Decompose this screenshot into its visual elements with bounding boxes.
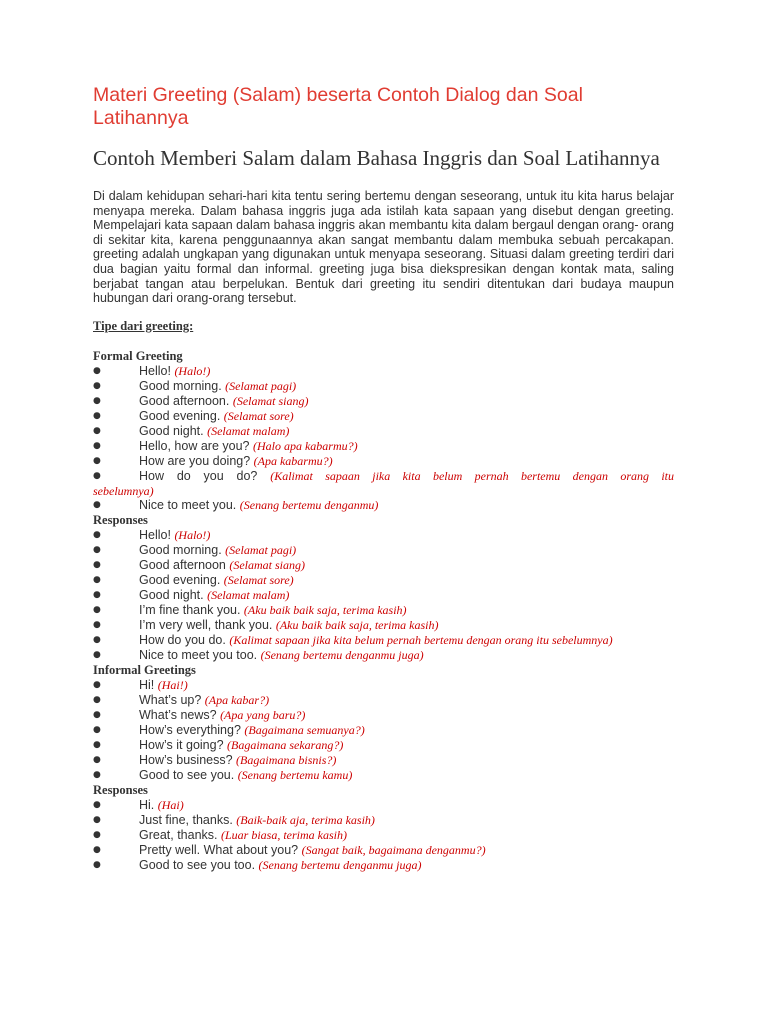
greeting-translation: (Aku baik baik saja, terima kasih) bbox=[243, 602, 407, 617]
bullet-icon: ● bbox=[93, 694, 101, 705]
greeting-english: How’s it going? bbox=[139, 737, 228, 752]
bullet-icon: ● bbox=[93, 470, 101, 481]
list-item bbox=[93, 813, 674, 828]
greeting-translation: (Senang bertemu denganmu juga) bbox=[258, 857, 422, 872]
greeting-english: How’s everything? bbox=[139, 722, 245, 737]
list-item bbox=[93, 858, 674, 873]
bullet-icon: ● bbox=[93, 589, 101, 600]
bullet-icon: ● bbox=[93, 544, 101, 555]
greeting-english: Hello, how are you? bbox=[139, 438, 253, 453]
greeting-translation: (Bagaimana bisnis?) bbox=[236, 752, 337, 767]
list-item bbox=[93, 364, 674, 379]
list-item bbox=[93, 394, 674, 409]
greeting-english: Good evening. bbox=[139, 408, 224, 423]
greeting-translation: (Bagaimana sekarang?) bbox=[227, 737, 344, 752]
bullet-icon: ● bbox=[93, 574, 101, 585]
greeting-english: Good morning. bbox=[139, 378, 226, 393]
bullet-icon: ● bbox=[93, 799, 101, 810]
bullet-icon: ● bbox=[93, 859, 101, 870]
greeting-english: Good night. bbox=[139, 587, 208, 602]
list-item bbox=[93, 558, 674, 573]
bullet-icon: ● bbox=[93, 634, 101, 645]
bullet-icon: ● bbox=[93, 709, 101, 720]
greeting-english: What’s up? bbox=[139, 692, 205, 707]
greeting-english: Good afternoon. bbox=[139, 393, 233, 408]
bullet-icon: ● bbox=[93, 619, 101, 630]
greeting-translation: (Apa kabar?) bbox=[204, 692, 270, 707]
bullet-icon: ● bbox=[93, 395, 101, 406]
list-item bbox=[93, 708, 674, 723]
greeting-translation: (Aku baik baik saja, terima kasih) bbox=[275, 617, 439, 632]
greeting-translation: (Selamat siang) bbox=[229, 557, 306, 572]
list-item bbox=[93, 648, 674, 663]
greeting-translation: (Apa yang baru?) bbox=[220, 707, 306, 722]
greeting-translation: (Selamat pagi) bbox=[225, 378, 297, 393]
list-item bbox=[93, 738, 674, 753]
greeting-english: Just fine, thanks. bbox=[139, 812, 237, 827]
greeting-english: Hello! bbox=[139, 363, 175, 378]
list-item bbox=[93, 498, 674, 513]
greeting-english: Good morning. bbox=[139, 542, 226, 557]
bullet-icon: ● bbox=[93, 769, 101, 780]
greeting-translation: (Hai!) bbox=[157, 677, 188, 692]
greeting-english: Hello! bbox=[139, 527, 175, 542]
list-item bbox=[93, 768, 674, 783]
greeting-english: Good evening. bbox=[139, 572, 224, 587]
informal-greetings-heading: Informal Greetings bbox=[93, 662, 196, 677]
greeting-english: Nice to meet you. bbox=[139, 497, 240, 512]
greeting-translation: (Selamat malam) bbox=[207, 423, 290, 438]
greeting-translation: (Selamat pagi) bbox=[225, 542, 297, 557]
greeting-translation: (Selamat sore) bbox=[223, 408, 294, 423]
list-item bbox=[93, 588, 674, 603]
informal-responses-list bbox=[93, 798, 674, 873]
greeting-translation-continued: sebelumnya) bbox=[93, 483, 154, 498]
list-item bbox=[93, 633, 674, 648]
page-title: Materi Greeting (Salam) beserta Contoh Dialog dan Soal Latihannya bbox=[93, 84, 583, 129]
bullet-icon: ● bbox=[93, 365, 101, 376]
bullet-icon: ● bbox=[93, 410, 101, 421]
greeting-translation: (Selamat malam) bbox=[207, 587, 290, 602]
greeting-english: How do you do. bbox=[139, 632, 230, 647]
list-item bbox=[93, 723, 674, 738]
bullet-icon: ● bbox=[93, 739, 101, 750]
greeting-translation: (Kalimat sapaan jika kita belum pernah bertemu dengan orang itu bbox=[270, 468, 674, 483]
document bbox=[93, 84, 674, 873]
greeting-english: Pretty well. What about you? bbox=[139, 842, 302, 857]
list-item bbox=[93, 528, 674, 543]
list-item bbox=[93, 409, 674, 424]
bullet-icon: ● bbox=[93, 559, 101, 570]
bullet-icon: ● bbox=[93, 829, 101, 840]
greeting-english: Hi. bbox=[139, 797, 158, 812]
bullet-icon: ● bbox=[93, 679, 101, 690]
greeting-translation: (Halo!) bbox=[174, 363, 211, 378]
list-item bbox=[93, 618, 674, 633]
list-item bbox=[93, 543, 674, 558]
intro-paragraph: Di dalam kehidupan sehari-hari kita tentu sering bertemu dengan seseorang, untuk itu kita harus belajar menyapa mereka. Dalam bahasa inggris juga ada istilah kata sapaan yang disebut dengan greeting. Mempelajari kata sapaan dalam bahasa inggris akan membantu kita dalam bergaul dengan orang- orang di sekitar kita, karena penggunaannya akan sangat membantu dalam membuka sebuah percakapan. greeting adalah ungkapan yang digunakan untuk menyapa seseorang. Situasi dalam greeting terdiri dari dua bagian yaitu formal dan informal. greeting juga bisa diekspresikan dengan kontak mata, saling berjabat tangan atau berpelukan. Bentuk dari greeting itu sendiri ditentukan dari budaya maupun hubungan dari orang-orang tersebut. bbox=[93, 189, 674, 306]
greeting-english: How are you doing? bbox=[139, 453, 254, 468]
list-item bbox=[93, 439, 674, 454]
bullet-icon: ● bbox=[93, 844, 101, 855]
greeting-translation: (Senang bertemu denganmu) bbox=[239, 497, 379, 512]
list-item bbox=[93, 469, 674, 498]
greeting-translation: (Halo!) bbox=[174, 527, 211, 542]
greeting-english: Good afternoon bbox=[139, 557, 230, 572]
greeting-translation: (Bagaimana semuanya?) bbox=[244, 722, 365, 737]
list-item bbox=[93, 843, 674, 858]
list-item bbox=[93, 678, 674, 693]
greeting-english: I’m fine thank you. bbox=[139, 602, 244, 617]
greeting-translation: (Selamat siang) bbox=[232, 393, 309, 408]
list-item bbox=[93, 379, 674, 394]
formal-responses-list bbox=[93, 528, 674, 663]
greeting-english: Good to see you. bbox=[139, 767, 238, 782]
greeting-translation: (Baik-baik aja, terima kasih) bbox=[236, 812, 375, 827]
bullet-icon: ● bbox=[93, 754, 101, 765]
page-subtitle: Contoh Memberi Salam dalam Bahasa Inggris dan Soal Latihannya bbox=[93, 146, 660, 170]
greeting-translation: (Senang bertemu kamu) bbox=[237, 767, 353, 782]
list-item bbox=[93, 424, 674, 439]
greeting-translation: (Hai) bbox=[157, 797, 184, 812]
greeting-english: Good to see you too. bbox=[139, 857, 259, 872]
bullet-icon: ● bbox=[93, 604, 101, 615]
greeting-english: How do you do? bbox=[139, 468, 271, 483]
greeting-english: How’s business? bbox=[139, 752, 237, 767]
bullet-icon: ● bbox=[93, 425, 101, 436]
list-item bbox=[93, 828, 674, 843]
bullet-icon: ● bbox=[93, 649, 101, 660]
informal-greetings-list bbox=[93, 678, 674, 783]
list-item bbox=[93, 454, 674, 469]
tipe-heading: Tipe dari greeting: bbox=[93, 318, 194, 333]
formal-responses-heading: Responses bbox=[93, 512, 148, 527]
list-item bbox=[93, 693, 674, 708]
greeting-english: What’s news? bbox=[139, 707, 221, 722]
greeting-translation: (Luar biasa, terima kasih) bbox=[220, 827, 347, 842]
bullet-icon: ● bbox=[93, 440, 101, 451]
list-item bbox=[93, 798, 674, 813]
list-item bbox=[93, 603, 674, 618]
greeting-translation: (Senang bertemu denganmu juga) bbox=[260, 647, 424, 662]
formal-greeting-list bbox=[93, 364, 674, 513]
greeting-translation: (Sangat baik, bagaimana denganmu?) bbox=[301, 842, 486, 857]
bullet-icon: ● bbox=[93, 455, 101, 466]
greeting-english: Good night. bbox=[139, 423, 208, 438]
greeting-translation: (Selamat sore) bbox=[223, 572, 294, 587]
formal-greeting-heading: Formal Greeting bbox=[93, 348, 183, 363]
greeting-english: Hi! bbox=[139, 677, 158, 692]
greeting-english: I’m very well, thank you. bbox=[139, 617, 276, 632]
greeting-english: Great, thanks. bbox=[139, 827, 221, 842]
list-item bbox=[93, 753, 674, 768]
bullet-icon: ● bbox=[93, 499, 101, 510]
greeting-translation: (Halo apa kabarmu?) bbox=[252, 438, 358, 453]
bullet-icon: ● bbox=[93, 814, 101, 825]
informal-responses-heading: Responses bbox=[93, 782, 148, 797]
bullet-icon: ● bbox=[93, 529, 101, 540]
list-item bbox=[93, 573, 674, 588]
greeting-translation: (Apa kabarmu?) bbox=[253, 453, 333, 468]
greeting-translation: (Kalimat sapaan jika kita belum pernah bertemu dengan orang itu sebelumnya) bbox=[229, 632, 613, 647]
greeting-english: Nice to meet you too. bbox=[139, 647, 261, 662]
bullet-icon: ● bbox=[93, 724, 101, 735]
bullet-icon: ● bbox=[93, 380, 101, 391]
